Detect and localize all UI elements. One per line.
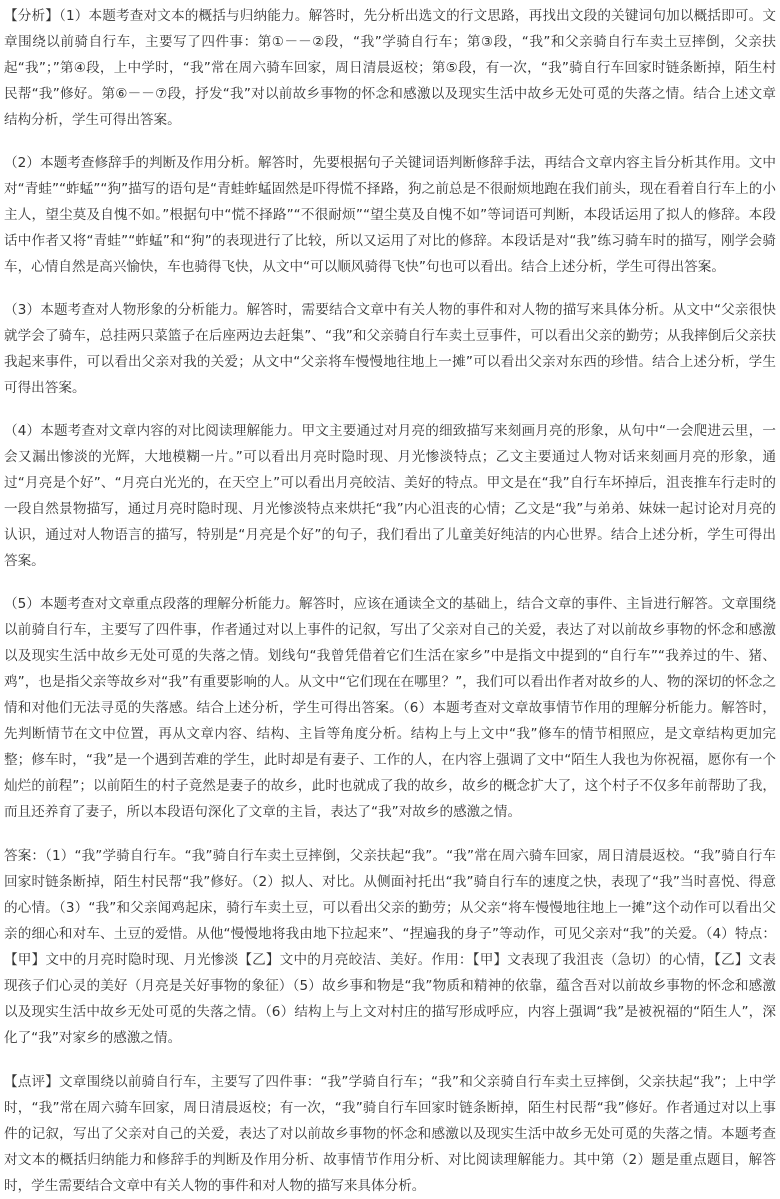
analysis-paragraph-5: [4, 591, 776, 825]
analysis-paragraph-3: [4, 297, 776, 401]
paragraph-gap: [4, 825, 776, 843]
analysis-text-1: （1）本题考查对文本的概括与归纳能力。解答时，先分析出选文的行文思路，再找出文段的关键词句加以概括即可。文章围绕以前骑自行车，主要写了四件事：第①－－②段，“我”学骑自行车；第③段，“我”和父亲骑自行车卖土豆摔倒，父亲扶起“我”；”第④段，上中学时，“我”常在周六骑车回家，周日清晨返校；第⑤段，有一次，“我”骑自行车回家时链条断掉，陌生村民帮“我”修好。第⑥－－⑦段，抒发“我”对以前故乡事物的怀念和感激以及现实生活中故乡无处可觅的失落之情。结合上述文章结构分析，学生可得出答案。: [4, 8, 776, 128]
paragraph-gap: [4, 401, 776, 418]
answer-text: （1）“我”学骑自行车。“我”骑自行车卖土豆摔倒，父亲扶起“我”。“我”常在周六骑车回家，周日清晨返校。“我”骑自行车回家时链条断掉，陌生村民帮“我”修好。（2）拟人、对比。从侧面衬托出“我”骑自行车的速度之快，表现了“我”当时喜悦、得意的心情。（3）“我”和父亲闻鸡起床，骑行车卖土豆，可以看出父亲的勤劳；从父亲“将车慢慢地往地上一摊”这个动作可以看出父亲的细心和对车、土豆的爱惜。从他“慢慢地将我由地下拉起来”、“捏遍我的身子”等动作，可见父亲对“我”的关爱。（4）特点：【甲】文中的月亮时隐时现、月光惨淡【乙】文中的月亮皎洁、美好。作用：【甲】文表现了我沮丧（急切）的心情，【乙】文表现孩子们心灵的美好（月亮是关好事物的象征）（5）故乡事和物是“我”物质和精神的依靠，蕴含吾对以前故乡事物的怀念和感激以及现实生活中故乡无处可觅的失落之情。（6）结构上与上文对村庄的描写形成呼应，内容上强调“我”是被祝福的“陌生人”，深化了“我”对家乡的感激之情。: [4, 848, 777, 1046]
analysis-paragraph-2: [4, 150, 776, 280]
comment-text: 文章围绕以前骑自行车，主要写了四件事：“我”学骑自行车；“我”和父亲骑自行车卖土豆摔倒，父亲扶起“我”；上中学时，“我”常在周六骑车回家，周日清晨返校；有一次，“我”骑自行车回家时链条断掉，陌生村民帮“我”修好。作者通过对以上事件的记叙，写出了父亲对自己的关爱，表达了对以前故乡事物的怀念和感激以及现实生活中故乡无处可觅的失落之情。本题考查对文本的概括归纳能力和修辞手的判断及作用分析、故事情节作用分析、对比阅读理解能力。其中第（2）题是重点题目，解答时，学生需要结合文章中有关人物的事件和对人物的描写来具体分析。: [4, 1074, 776, 1194]
answer-paragraph: [4, 843, 776, 1051]
comment-label: 【点评】: [4, 1074, 60, 1090]
paragraph-gap: [4, 133, 776, 150]
analysis-text-4: （4）本题考查对文章内容的对比阅读理解能力。甲文主要通过对月亮的细致描写来刻画月亮的形象，从句中“一会爬进云里，一会又漏出惨淡的光辉，大地模糊一片。”可以看出月亮时隐时现、月光惨淡特点；乙文主要通过人物对话来刻画月亮的形象，通过“月亮是个好”、“月亮白光光的，在天空上”可以看出月亮皎洁、美好的特点。甲文是在“我”自行车坏掉后，沮丧推车行走时的一段自然景物描写，通过月亮时隐时现、月光惨淡特点来烘托“我”内心沮丧的心情；乙文是“我”与弟弟、妹妹一起讨论对月亮的认识，通过对人物语言的描写，特别是“月亮是个好”的句子，我们看出了儿童美好纯洁的内心世界。结合上述分析，学生可得出答案。: [4, 423, 776, 569]
analysis-paragraph-1: [4, 3, 776, 133]
analysis-paragraph-4: [4, 418, 776, 574]
answer-label: 答案：: [4, 848, 46, 864]
paragraph-gap: [4, 574, 776, 591]
comment-paragraph: [4, 1069, 776, 1199]
analysis-text-2: （2）本题考查修辞手的判断及作用分析。解答时，先要根据句子关键词语判断修辞手法，再结合文章内容主旨分析其作用。文中对“青蛙”“蚱蜢”“狗”描写的语句是“青蛙蚱蜢固然是吓得慌不择路，狗之前总是不很耐烦地跑在我们前头，现在看着自行车上的小主人，望尘莫及自愧不如。”根据句中“慌不择路”“不很耐烦”“望尘莫及自愧不如”等词语可判断，本段话运用了拟人的修辞。本段话中作者又将“青蛙”“蚱蜢”和“狗”的表现进行了比较，所以又运用了对比的修辞。本段话是对“我”练习骑车时的描写，刚学会骑车，心情自然是高兴愉快，车也骑得飞快，从文中“可以顺风骑得飞快”句也可以看出。结合上述分析，学生可得出答案。: [4, 155, 776, 275]
paragraph-gap: [4, 1051, 776, 1069]
analysis-text-5: （5）本题考查对文章重点段落的理解分析能力。解答时，应该在通读全文的基础上，结合文章的事件、主旨进行解答。文章围绕以前骑自行车，主要写了四件事，作者通过对以上事件的记叙，写出了父亲对自己的关爱，表达了对以前故乡事物的怀念和感激以及现实生活中故乡无处可觅的失落之情。划线句“我曾凭借着它们生活在家乡”中是指文中提到的“自行车”“我养过的牛、猪、鸡”，也是指父亲等故乡对“我”有重要影响的人。从文中“它们现在在哪里？”，我们可以看出作者对故乡的人、物的深切的怀念之情和对他们无法寻觅的失落感。结合上述分析，学生可得出答案。（6）本题考查对文章故事情节作用的理解分析能力。解答时，先判断情节在文中位置，再从文章内容、结构、主旨等角度分析。结构上与上文中“我”修车的情节相照应，是文章结构更加完整；修车时，“我”是一个遇到苦难的学生，此时却是有妻子、工作的人，在内容上强调了文中“陌生人我也为你祝福，愿你有一个灿烂的前程”；以前陌生的村子竟然是妻子的故乡，此时也就成了我的故乡，故乡的概念扩大了，这个村子不仅多年前帮助了我，而且还养育了妻子，所以本段语句深化了文章的主旨，表达了“我”对故乡的感激之情。: [4, 596, 776, 820]
analysis-label: 【分析】: [4, 8, 60, 24]
paragraph-gap: [4, 280, 776, 297]
analysis-text-3: （3）本题考查对人物形象的分析能力。解答时，需要结合文章中有关人物的事件和对人物的描写来具体分析。从文中“父亲很快就学会了骑车，总挂两只菜篮子在后座两边去赶集”、“我”和父亲骑自行车卖土豆事件，可以看出父亲的勤劳；从我摔倒后父亲扶我起来事件，可以看出父亲对我的关爱；从文中“父亲将车慢慢地往地上一摊”可以看出父亲对东西的珍惜。结合上述分析，学生可得出答案。: [4, 302, 776, 396]
